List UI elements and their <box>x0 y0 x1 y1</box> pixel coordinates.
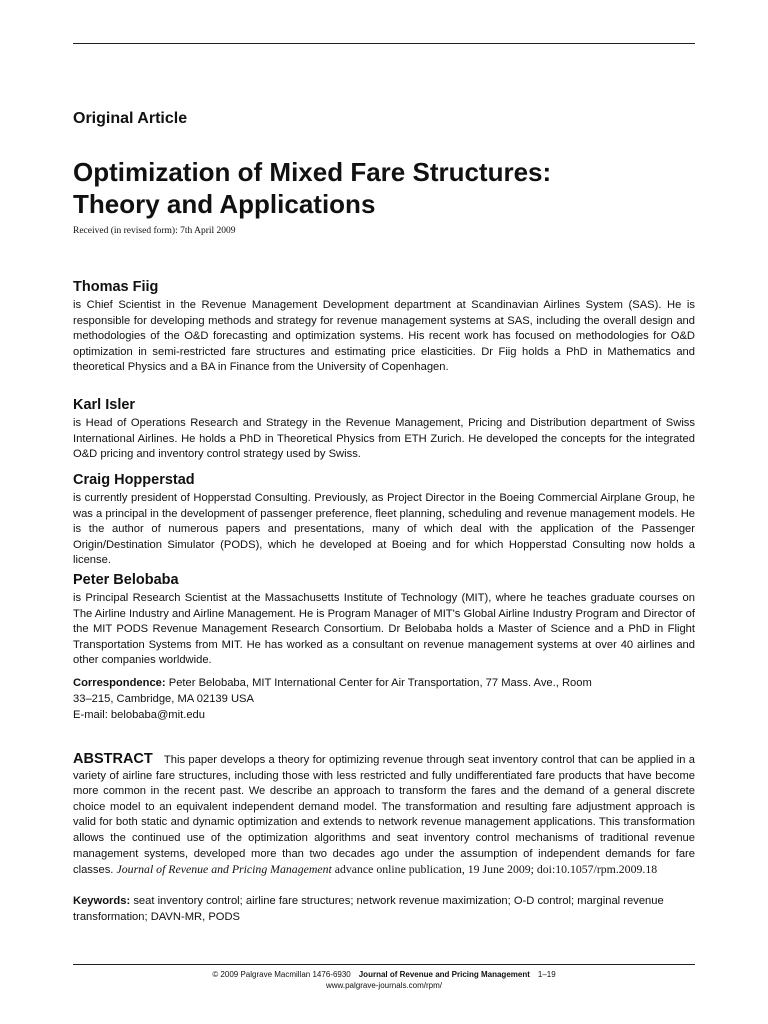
keywords <box>73 893 695 925</box>
correspondence-line-1: Peter Belobaba, MIT International Center for Air Transportation, 77 Mass. Ave., Room <box>168 677 592 689</box>
author-bio: is Chief Scientist in the Revenue Management Development department at Scandinavian Airlines System (SAS). He is responsible for developing methods and strategy for revenue management systems at SAS, including the overall design and methodologies of the O&D forecasting and optimization systems. His recent work has focused on methodologies for O&D optimization in semi-restricted fare structures and estimating price elasticities. Dr Fiig holds a PhD in Mathematics and theoretical Physics and a BA in Finance from the University of Copenhagen. <box>73 299 695 373</box>
keywords-text: seat inventory control; airline fare structures; network revenue maximization; O-D control; marginal revenue transformation; DAVN-MR, PODS <box>73 895 664 923</box>
page-footer <box>0 969 768 991</box>
footer-copyright: © 2009 Palgrave Macmillan 1476-6930 <box>212 970 351 979</box>
author-name: Craig Hopperstad <box>73 472 195 488</box>
author-block <box>73 279 695 376</box>
title-line-1: Optimization of Mixed Fare Structures: <box>73 157 552 187</box>
keywords-label: Keywords: <box>73 895 131 907</box>
title-line-2: Theory and Applications <box>73 189 376 219</box>
author-name: Peter Belobaba <box>73 572 179 588</box>
correspondence <box>73 675 592 723</box>
correspondence-line-2: 33–215, Cambridge, MA 02139 USA <box>73 693 254 705</box>
author-block <box>73 397 695 463</box>
correspondence-label: Correspondence: <box>73 677 166 689</box>
author-bio: is Principal Research Scientist at the Massachusetts Institute of Technology (MIT), where he teaches graduate courses on The Airline Industry and Airline Management. He is Program Manager of MIT's Global Airline Industry Program and Director of the MIT PODS Revenue Management Research Consortium. Dr Belobaba holds a Master of Science and a PhD in Flight Transportation Systems from MIT. He has worked as a consultant on revenue management systems at over 40 airlines and other companies worldwide. <box>73 592 695 666</box>
received-date: Received (in revised form): 7th April 2009 <box>73 226 236 236</box>
author-name: Karl Isler <box>73 397 136 413</box>
correspondence-email[interactable]: E-mail: belobaba@mit.edu <box>73 709 205 721</box>
footer-pages: 1–19 <box>537 970 556 979</box>
footer-journal: Journal of Revenue and Pricing Management <box>358 970 530 979</box>
section-label: Original Article <box>73 110 188 127</box>
top-rule <box>73 43 695 44</box>
footer-url[interactable]: www.palgrave-journals.com/rpm/ <box>325 981 443 990</box>
article-title <box>73 156 551 220</box>
citation <box>117 862 658 876</box>
author-bio: is currently president of Hopperstad Consulting. Previously, as Project Director in the Boeing Commercial Airplane Group, he was a principal in the development of passenger preference, fleet planning, scheduling and revenue management models. He is the author of numerous papers and presentations, many of which deal with the application of the Passenger Origin/Destination Simulator (PODS), which he developed at Boeing and for which Hopperstad Consulting now holds a license. <box>73 492 695 566</box>
abstract-heading: ABSTRACT <box>73 751 153 767</box>
abstract <box>73 752 695 879</box>
author-bio: is Head of Operations Research and Strategy in the Revenue Management, Pricing and Distribution department of Swiss International Airlines. He holds a PhD in Theoretical Physics from ETH Zurich. He developed the concepts for the integrated O&D pricing and inventory control strategy used by Swiss. <box>73 417 695 460</box>
citation-journal: Journal of Revenue and Pricing Management <box>116 862 332 877</box>
abstract-text: This paper develops a theory for optimizing revenue through seat inventory control that can be applied in a variety of airline fare structures, including those with less restricted and fully undifferentiated fare products that have become more common in the recent past. We describe an approach to transform the fares and the demand of a general discrete choice model to an equivalent independent demand model. The transformation and resulting fare adjustment approach is valid for both static and dynamic optimization and extends to network revenue management applications. This transformation allows the continued use of the optimization algorithms and seat inventory control mechanisms of traditional revenue management systems, developed more than two decades ago under the assumption of independent demands for fare classes. <box>73 754 695 877</box>
citation-details: advance online publication, 19 June 2009; doi:10.1057/rpm.2009.18 <box>331 862 658 877</box>
author-name: Thomas Fiig <box>73 279 159 295</box>
author-block <box>73 472 695 569</box>
author-block <box>73 572 695 669</box>
bottom-rule <box>73 964 695 965</box>
